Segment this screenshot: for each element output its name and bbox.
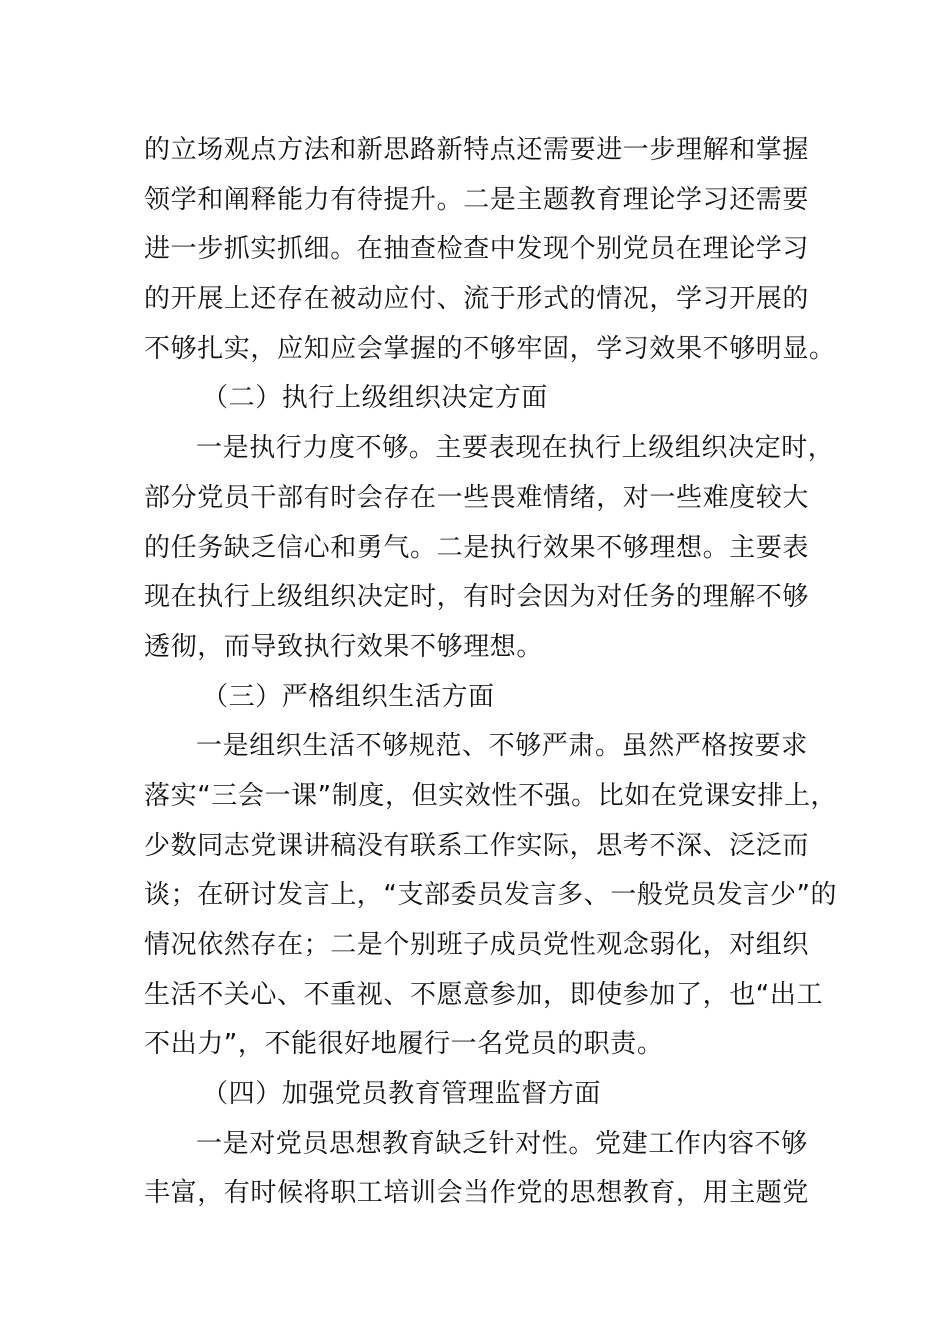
paragraph-line: 进一步抓实抓细。在抽查检查中发现个别党员在理论学习 — [144, 234, 810, 265]
section-heading: （四）加强党员教育管理监督方面 — [202, 1079, 602, 1110]
paragraph-line: 丰富，有时候将职工培训会当作党的思想教育，用主题党 — [144, 1178, 810, 1209]
paragraph-line: 透彻，而导致执行效果不够理想。 — [144, 631, 544, 662]
paragraph-line: 生活不关心、不重视、不愿意参加，即使参加了，也“出工 — [144, 979, 824, 1010]
paragraph-first-line: 一是组织生活不够规范、不够严肃。虽然严格按要求 — [196, 731, 808, 762]
paragraph-line: 现在执行上级组织决定时，有时会因为对任务的理解不够 — [144, 582, 810, 613]
paragraph-line: 少数同志党课讲稿没有联系工作实际，思考不深、泛泛而 — [144, 830, 810, 861]
paragraph-line: 不出力”，不能很好地履行一名党员的职责。 — [144, 1029, 664, 1060]
paragraph-line: 不够扎实，应知应会掌握的不够牢固，学习效果不够明显。 — [144, 333, 836, 364]
document-body — [144, 126, 844, 1219]
paragraph-line: 谈；在研讨发言上，“支部委员发言多、一般党员发言少”的 — [144, 880, 838, 911]
paragraph-line: 部分党员干部有时会存在一些畏难情绪，对一些难度较大 — [144, 482, 810, 513]
paragraph-line: 的立场观点方法和新思路新特点还需要进一步理解和掌握 — [144, 135, 810, 165]
paragraph-first-line: 一是执行力度不够。主要表现在执行上级组织决定时， — [196, 433, 835, 464]
section-heading: （二）执行上级组织决定方面 — [202, 383, 548, 414]
section-heading: （三）严格组织生活方面 — [202, 681, 495, 712]
paragraph-first-line: 一是对党员思想教育缺乏针对性。党建工作内容不够 — [196, 1128, 808, 1159]
paragraph-line: 落实“三会一课”制度，但实效性不强。比如在党课安排上， — [144, 780, 838, 811]
paragraph-line: 领学和阐释能力有待提升。二是主题教育理论学习还需要 — [144, 184, 810, 215]
paragraph-line: 情况依然存在；二是个别班子成员党性观念弱化，对组织 — [144, 930, 810, 960]
paragraph-line: 的任务缺乏信心和勇气。二是执行效果不够理想。主要表 — [144, 532, 810, 563]
paragraph-line: 的开展上还存在被动应付、流于形式的情况，学习开展的 — [144, 284, 810, 315]
